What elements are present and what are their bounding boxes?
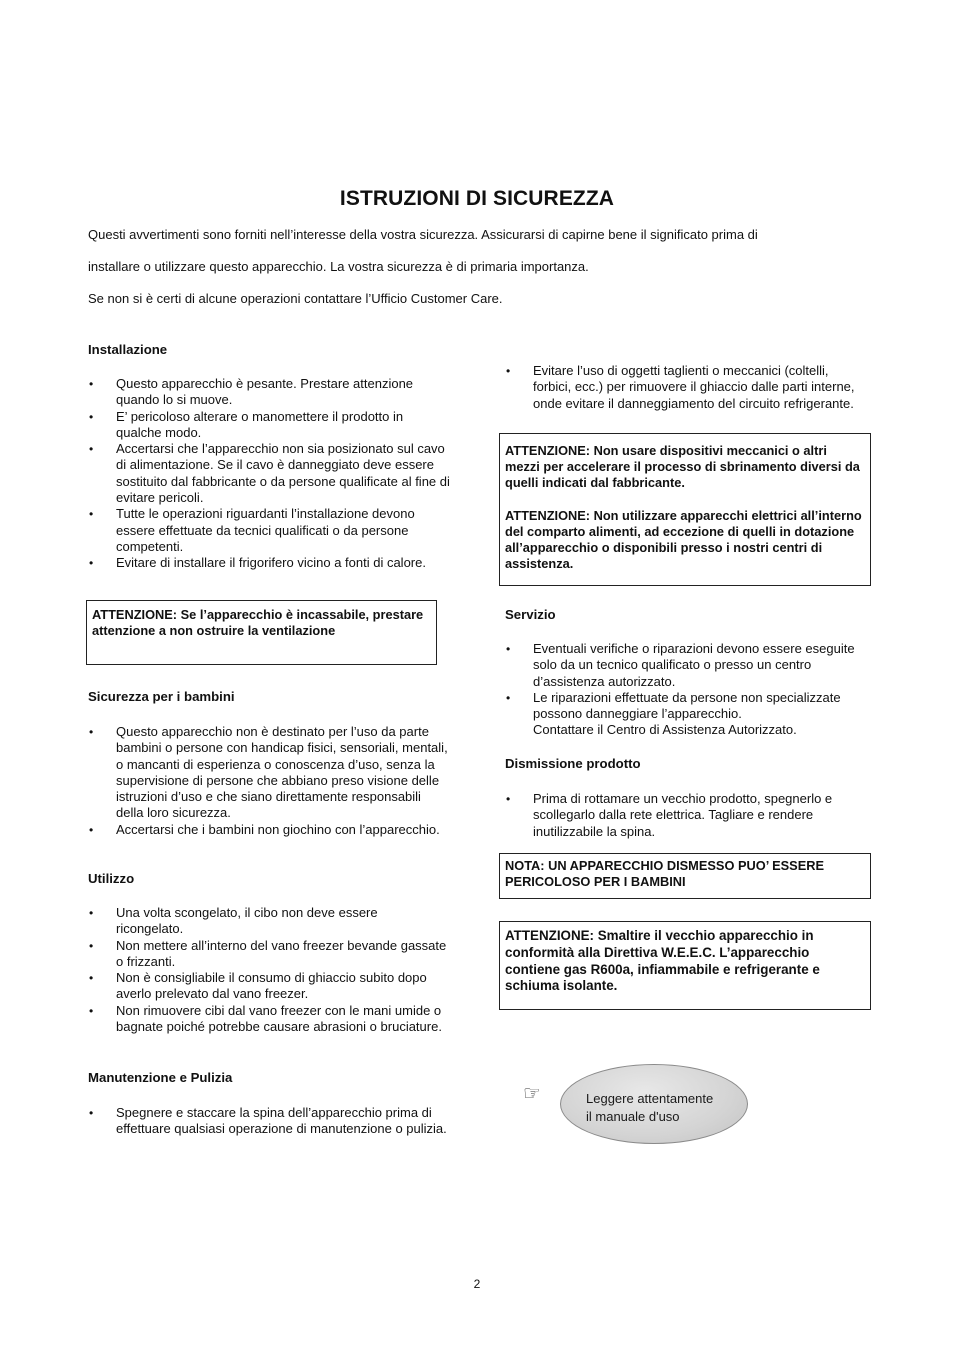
- manutenzione-list: [88, 1105, 448, 1138]
- list-item: • E’ pericoloso alterare o manomettere il prodotto in qualche modo.: [88, 409, 450, 442]
- nota-box: [499, 853, 871, 899]
- list-item: • Questo apparecchio non è destinato per l’uso da parte bambini o persone con handicap fisici, sensoriali, mentali, o mancanti di esperienza o conoscenza d’uso, senza la supervisione di persone che abbiano preso visione delle istruzioni d’uso e che siano direttamente responsabili della loro sicurezza.: [88, 724, 452, 822]
- installazione-list: [88, 376, 450, 572]
- list-item: • Accertarsi che i bambini non giochino con l’apparecchio.: [88, 822, 452, 838]
- section-heading-bambini: Sicurezza per i bambini: [88, 689, 235, 704]
- pointing-hand-icon: ☞: [523, 1083, 541, 1105]
- list-item: • Una volta scongelato, il cibo non deve essere ricongelato.: [88, 905, 448, 938]
- warning-text: ATTENZIONE: Non usare dispositivi meccanici o altri mezzi per accelerare il processo di sbrinamento diversi da quelli indicati dal fabbricante.: [505, 443, 860, 491]
- utilizzo-list: [88, 905, 448, 1035]
- list-item: • Accertarsi che l’apparecchio non sia posizionato sul cavo di alimentazione. Se il cavo è danneggiato deve essere sostituito dal fabbricante o da persone qualificate al fine di evitare pericoli.: [88, 441, 450, 506]
- servizio-list: [505, 641, 871, 739]
- intro-line-1: Questi avvertimenti sono forniti nell’interesse della vostra sicurezza. Assicurarsi di capirne bene il significato prima di: [88, 227, 758, 242]
- list-item: • Spegnere e staccare la spina dell’apparecchio prima di effettuare qualsiasi operazione di manutenzione o pulizia.: [88, 1105, 448, 1138]
- intro-line-2: installare o utilizzare questo apparecchio. La vostra sicurezza è di primaria importanza.: [88, 259, 589, 274]
- page-number: 2: [473, 1277, 481, 1291]
- warning-text: ATTENZIONE: Non utilizzare apparecchi elettrici all’interno del comparto alimenti, ad eccezione di quelli in dotazione all’apparecchio o disponibili presso i nostri centri di assistenza.: [505, 507, 862, 572]
- list-item: • Prima di rottamare un vecchio prodotto, spegnerlo e scollegarlo dalla rete elettrica. Tagliare e rendere inutilizzabile la spina.: [505, 791, 865, 840]
- list-item-extra-line: Contattare il Centro di Assistenza Autorizzato.: [533, 722, 797, 738]
- list-item: • Eventuali verifiche o riparazioni devono essere eseguite solo da un tecnico qualificato o presso un centro d’assistenza autorizzato.: [505, 641, 871, 690]
- section-heading-servizio: Servizio: [505, 607, 556, 622]
- list-item: • Tutte le operazioni riguardanti l’installazione devono essere effettuate da tecnici qualificati o da persone competenti.: [88, 506, 450, 555]
- section-heading-dismissione: Dismissione prodotto: [505, 756, 641, 771]
- weee-warning-box: [499, 921, 871, 1010]
- dismissione-list: [505, 791, 865, 840]
- page-title: ISTRUZIONI DI SICUREZZA: [339, 187, 615, 210]
- bambini-list: [88, 724, 452, 838]
- warning-text: ATTENZIONE: Se l’apparecchio è incassabile, prestare attenzione a non ostruire la ventilazione: [92, 607, 424, 639]
- section-heading-manutenzione: Manutenzione e Pulizia: [88, 1070, 233, 1085]
- section-heading-installazione: Installazione: [88, 342, 168, 357]
- list-item: [505, 690, 871, 739]
- nota-text: NOTA: UN APPARECCHIO DISMESSO PUO’ ESSERE PERICOLOSO PER I BAMBINI: [505, 858, 825, 890]
- bubble-line-1: Leggere attentamente: [586, 1091, 714, 1106]
- read-manual-bubble: [560, 1064, 748, 1144]
- list-item: • Non è consigliabile il consumo di ghiaccio subito dopo averlo prelevato dal vano freezer.: [88, 970, 448, 1003]
- bubble-line-2: il manuale d'uso: [586, 1109, 680, 1124]
- list-item: • Evitare l’uso di oggetti taglienti o meccanici (coltelli, forbici, ecc.) per rimuovere il ghiaccio dalle parti interne, onde evitare il danneggiamento del circuito refrigerante.: [505, 363, 861, 412]
- list-item: • Non rimuovere cibi dal vano freezer con le mani umide o bagnate poiché potrebbe causare abrasioni o bruciature.: [88, 1003, 448, 1036]
- list-item-text: Le riparazioni effettuate da persone non specializzate possono danneggiare l’apparecchio.: [533, 689, 841, 722]
- weee-text: ATTENZIONE: Smaltire il vecchio apparecchio in conformità alla Direttiva W.E.E.C. L’apparecchio contiene gas R600a, infiammabile e refrigerante e schiuma isolante.: [505, 928, 820, 994]
- ghiaccio-list: [505, 363, 861, 412]
- intro-line-3: Se non si è certi di alcune operazioni contattare l’Ufficio Customer Care.: [88, 291, 503, 306]
- warning-box-ventilazione: [86, 600, 437, 665]
- list-item: • Evitare di installare il frigorifero vicino a fonti di calore.: [88, 555, 450, 571]
- warning-box-sbrinamento: [499, 433, 871, 586]
- list-item: • Non mettere all’interno del vano freezer bevande gassate o frizzanti.: [88, 938, 448, 971]
- list-item: • Questo apparecchio è pesante. Prestare attenzione quando lo si muove.: [88, 376, 450, 409]
- section-heading-utilizzo: Utilizzo: [88, 871, 135, 886]
